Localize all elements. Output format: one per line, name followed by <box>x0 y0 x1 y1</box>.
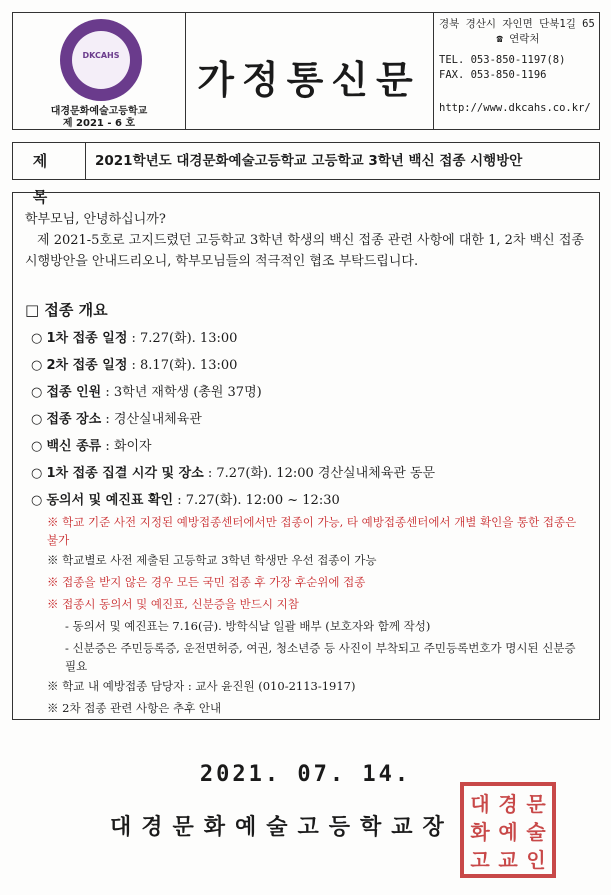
logo-text: DKCAHS <box>82 51 120 60</box>
logo-emblem <box>72 31 130 89</box>
fax: FAX. 053-850-1196 <box>439 69 547 81</box>
document-title: 가정통신문 <box>197 58 421 102</box>
note-sub: - 신분증은 주민등록증, 운전면허증, 여권, 청소년증 등 사진이 부착되고 주민등록번호가 명시된 신분증 필요 <box>65 641 576 673</box>
contact-block <box>433 13 599 129</box>
list-item: ○ 1차 접종 일정 : 7.27(화). 13:00 <box>31 331 238 346</box>
section-title: □ 접종 개요 <box>25 301 108 319</box>
logo-cell <box>13 13 186 129</box>
note: ※ 학교 기준 사전 지정된 예방접종센터에서만 접종이 가능, 타 예방접종센터에서 개별 확인을 통한 접종은 불가 <box>47 515 577 547</box>
note: ※ 접종시 동의서 및 예진표, 신분증을 반드시 지참 <box>47 597 299 611</box>
subject-text: 2021학년도 대경문화예술고등학교 고등학교 3학년 백신 접종 시행방안 <box>95 153 523 169</box>
website-link[interactable]: http://www.dkcahs.co.kr/ <box>439 102 591 114</box>
letter-body <box>12 192 600 720</box>
list-item: ○ 1차 접종 집결 시각 및 장소 : 7.27(화). 12:00 경산실내체육관 동문 <box>31 466 436 481</box>
intro-paragraph: 제 2021-5호로 고지드렸던 고등학교 3학년 학생의 백신 접종 관련 사항에 대한 1, 2차 백신 접종 시행방안을 안내드리오니, 학부모님들의 적극적인 협조 부탁드립니다. <box>25 233 584 269</box>
school-name-small <box>13 106 185 130</box>
official-seal: 대 경 문 화 예 술 고 교 인 <box>460 782 556 878</box>
list-item: ○ 2차 접종 일정 : 8.17(화). 13:00 <box>31 358 238 373</box>
note: ※ 학교별로 사전 제출된 고등학교 3학년 학생만 우선 접종이 가능 <box>47 553 377 567</box>
list-item: ○ 접종 인원 : 3학년 재학생 (총원 37명) <box>31 385 262 400</box>
issue-date: 2021. 07. 14. <box>199 762 412 787</box>
note-sub: - 동의서 및 예진표는 7.16(금). 방학식날 일괄 배부 (보호자와 함께 작성) <box>65 619 431 633</box>
subject-row <box>12 142 600 206</box>
letterhead <box>12 12 600 130</box>
note: ※ 학교 내 예방접종 담당자 : 교사 윤진원 (010-2113-1917) <box>47 679 356 693</box>
subject-label: 제 목 <box>13 143 86 179</box>
note: ※ 2차 접종 관련 사항은 추후 안내 <box>47 701 222 715</box>
tel: TEL. 053-850-1197(8) <box>439 54 566 66</box>
principal-signature: 대경문화예술고등학교장 <box>110 814 454 840</box>
list-item: ○ 동의서 및 예진표 확인 : 7.27(화). 12:00 ~ 12:30 <box>31 493 340 508</box>
title-cell <box>185 13 434 129</box>
address: 경북 경산시 자인면 단북1길 65 <box>439 18 595 30</box>
greeting: 학부모님, 안녕하십니까? <box>25 212 166 227</box>
contact-label: ☎ 연락처 <box>496 33 540 45</box>
list-item: ○ 백신 종류 : 화이자 <box>31 439 152 454</box>
note: ※ 접종을 받지 않은 경우 모든 국민 접종 후 가장 후순위에 접종 <box>47 575 366 589</box>
school-name: 대경문화예술고등학교 <box>50 106 148 117</box>
issue-number: 제 2021 - 6 호 <box>62 118 136 129</box>
list-item: ○ 접종 장소 : 경산실내체육관 <box>31 412 202 427</box>
school-logo <box>60 19 142 101</box>
